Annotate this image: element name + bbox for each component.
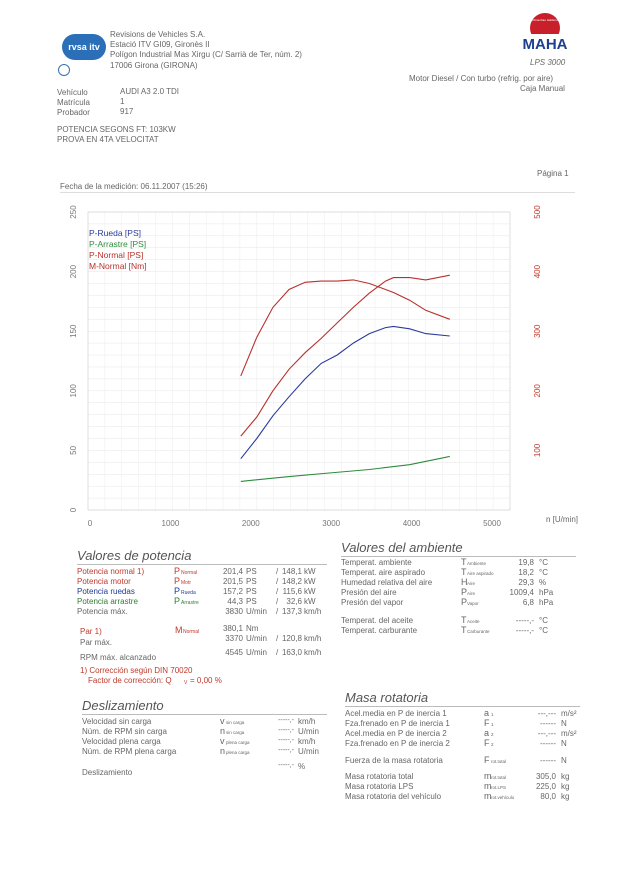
masa-title: Masa rotatoria (345, 690, 429, 705)
deslizamiento-row-unit: km/h (298, 717, 316, 726)
ambiente-row-label: Temperat. ambiente (341, 558, 412, 567)
note-potencia-ft: POTENCIA SEGONS FT: 103KW (57, 125, 176, 134)
gearbox: Caja Manual (520, 84, 565, 93)
ambiente-row-sym: T (461, 557, 467, 567)
masa-row-value: ------ (540, 719, 556, 728)
deslizamiento-row-value: -----,- (278, 717, 294, 724)
masa-row-unit: kg (561, 782, 570, 791)
din-note: 1) Corrección según DIN 70020 (80, 666, 193, 675)
potencia-row-sub: Arrastre (181, 600, 199, 606)
masa-row-sub: rot.total (491, 759, 507, 764)
ambiente-row-sym: P (461, 597, 468, 607)
masa-row-unit: m/s² (561, 729, 577, 738)
legend-entry-1: P-Arrastre [PS] (89, 239, 147, 249)
y-right-tick-label: 400 (533, 264, 542, 279)
deslizamiento-row-unit: km/h (298, 737, 316, 746)
potencia-row-sym: P (174, 576, 181, 586)
ambiente-row-value: -----,- (515, 616, 534, 625)
masa-row-sym: m (484, 781, 492, 791)
ambiente-row-unit: °C (539, 558, 548, 567)
masa-row-sub: rot.LPS (491, 785, 507, 790)
par-value: 380,1 (222, 624, 243, 633)
factor-label: Factor de corrección: Q (88, 676, 172, 685)
ambiente-row-unit: °C (539, 568, 548, 577)
masa-row-label: Acel.media en P de inercia 2 (345, 729, 447, 738)
rpm-v2: 163,0 (281, 648, 302, 657)
ambiente-title: Valores del ambiente (341, 540, 463, 555)
deslizamiento-row-value: -----,- (278, 737, 294, 744)
potencia-row-v2: 115,6 (282, 587, 302, 596)
masa-row-sub: 2 (491, 742, 494, 747)
parmax-v2: 120,8 (281, 634, 302, 643)
ambiente-row-sub: Aceite (467, 619, 480, 624)
deslizamiento-row-unit: U/min (298, 747, 319, 756)
series-line-2 (241, 275, 450, 436)
y-left-tick-label: 200 (69, 264, 78, 279)
ambiente-row-label: Humedad relativa del aire (341, 578, 433, 587)
potencia-row-sym: P (174, 586, 181, 596)
ambiente-row-label: Presión del vapor (341, 598, 404, 607)
parmax-label: Par máx. (80, 638, 113, 647)
masa-row-label: Acel.media en P de inercia 1 (345, 709, 447, 718)
potencia-row-sep: / (276, 577, 279, 586)
y-left-tick-label: 50 (69, 445, 78, 455)
matricula-label: Matrícula (57, 98, 90, 107)
masa-row-sub: rot.total (491, 775, 507, 780)
masa-row-unit: N (561, 756, 567, 765)
potencia-row-label: Potencia arrastre (77, 597, 138, 606)
masa-row-unit: kg (561, 792, 570, 801)
potencia-row-v1: 157,2 (222, 587, 243, 596)
chart-grid (88, 212, 510, 510)
deslizamiento-row-sym: n (220, 726, 226, 736)
factor-sub: V (184, 680, 188, 686)
plot-frame (88, 212, 510, 510)
x-tick-label: 3000 (322, 519, 341, 528)
x-tick-label: 4000 (402, 519, 421, 528)
vehicle-value: AUDI A3 2.0 TDI (120, 87, 179, 96)
series-line-3 (241, 280, 450, 376)
ambiente-row-sym: T (461, 567, 467, 577)
masa-row-sub: 1 (491, 722, 494, 727)
masa-row-label: Masa rotatoria del vehículo (345, 792, 442, 801)
potencia-row-u1: PS (246, 567, 257, 576)
ambiente-row-unit: °C (539, 616, 548, 625)
company-line-3: Polígon Industrial Mas Xirgu (C/ Sarrià de Ter, núm. 2) (110, 50, 302, 59)
potencia-row-v2: 137,3 (281, 607, 302, 616)
ambiente-row-sub: Vapor (467, 601, 479, 606)
maha-logo-text: MAHA (522, 36, 568, 53)
deslizamiento-title: Deslizamiento (82, 698, 164, 713)
parmax-sep: / (276, 634, 279, 643)
par-sub: Normal (183, 629, 200, 635)
series-line-1 (241, 456, 450, 481)
rpm-label: RPM máx. alcanzado (80, 653, 157, 662)
ambiente-row-sub: Ambiente (467, 561, 487, 566)
ambiente-row-label: Presión del aire (341, 588, 397, 597)
y-left-tick-label: 250 (69, 205, 78, 219)
deslizamiento-row-sub: plena carga (226, 750, 250, 755)
company-line-4: 17006 Girona (GIRONA) (110, 61, 198, 70)
masa-row-sym: a (484, 708, 490, 718)
deslizamiento-divider (82, 714, 327, 715)
x-tick-label: 2000 (241, 519, 260, 528)
ambiente-row-label: Temperat. aire aspirado (341, 568, 426, 577)
x-tick-label: 0 (87, 519, 93, 528)
potencia-row-sep: / (276, 607, 279, 616)
deslizamiento-label: Deslizamiento (82, 768, 133, 777)
masa-row-sub: 1 (491, 712, 494, 717)
ambiente-row-unit: hPa (539, 588, 554, 597)
y-right-tick-label: 500 (533, 205, 542, 219)
masa-row-sub: rot.vehículo (491, 795, 515, 800)
maha-model: LPS 3000 (530, 58, 566, 67)
ambiente-row-sub: Aire aspirado (467, 571, 494, 576)
masa-row-label: Fuerza de la masa rotatoria (345, 756, 443, 765)
deslizamiento-row-sub: plena carga (226, 740, 250, 745)
legend-entry-2: P-Normal [PS] (89, 250, 144, 260)
deslizamiento-value: -----,- (278, 762, 294, 769)
potencia-row-label: Potencia ruedas (77, 587, 135, 596)
masa-row-value: ---,--- (537, 729, 556, 738)
potencia-divider (77, 564, 327, 565)
ambiente-row-value: 29,3 (518, 578, 534, 587)
deslizamiento-row-sub: sin carga (226, 730, 245, 735)
potencia-row-sep: / (276, 587, 279, 596)
parmax-u1: U/min (246, 634, 267, 643)
deslizamiento-row-sym: n (220, 746, 226, 756)
masa-row-unit: kg (561, 772, 570, 781)
ambiente-row-sub: Carburante (467, 629, 490, 634)
ambiente-row-value: 6,8 (522, 598, 534, 607)
page-number: Página 1 (537, 169, 569, 178)
ambiente-row-value: -----,- (515, 626, 534, 635)
potencia-row-v1: 44,3 (227, 597, 243, 606)
rvsa-itv-logo: rvsa itv (62, 34, 106, 60)
company-line-1: Revisions de Vehicles S.A. (110, 30, 206, 39)
note-prova: PROVA EN 4TA VELOCITAT (57, 135, 159, 144)
masa-row-value: ------ (540, 756, 556, 765)
legend-entry-0: P-Rueda [PS] (89, 228, 141, 238)
ambiente-row-label: Temperat. del aceite (341, 616, 414, 625)
masa-row-label: Masa rotatoria total (345, 772, 414, 781)
deslizamiento-row-value: -----,- (278, 747, 294, 754)
masa-row-value: 80,0 (540, 792, 556, 801)
y-right-tick-label: 300 (533, 324, 542, 338)
y-left-tick-label: 0 (69, 507, 78, 513)
potencia-row-sep: / (276, 597, 279, 606)
x-tick-label: 5000 (483, 519, 501, 528)
ambiente-row-value: 18,2 (518, 568, 534, 577)
rpm-u1: U/min (246, 648, 267, 657)
engine-type: Motor Diesel / Con turbo (refrig. por aire) (409, 74, 554, 83)
deslizamiento-row-label: Núm. de RPM sin carga (82, 727, 167, 736)
masa-row-unit: N (561, 739, 567, 748)
x-tick-label: 1000 (161, 519, 180, 528)
ambiente-row-label: Temperat. carburante (341, 626, 418, 635)
potencia-row-u1: PS (246, 577, 257, 586)
par-sym: M (175, 625, 183, 635)
ambiente-divider (341, 556, 576, 557)
potencia-row-sub: Rueda (181, 590, 196, 596)
par-label: Par 1) (80, 627, 102, 636)
potencia-row-label: Potencia motor (77, 577, 131, 586)
probador-label: Probador (57, 108, 90, 117)
masa-row-value: ------ (540, 739, 556, 748)
potencia-row-u2: kW (304, 567, 316, 576)
potencia-row-v2: 148,2 (281, 577, 302, 586)
masa-row-value: 305,0 (535, 772, 556, 781)
rpm-v1: 4545 (225, 648, 243, 657)
potencia-row-u2: kW (304, 577, 316, 586)
y-left-tick-label: 100 (69, 384, 78, 398)
par-unit: Nm (246, 624, 259, 633)
potencia-row-u1: PS (246, 587, 257, 596)
masa-row-label: Fza.frenado en P de inercia 1 (345, 719, 450, 728)
ambiente-row-sub: Aire (467, 581, 476, 586)
chart-legend (89, 228, 147, 271)
potencia-row-u2: km/h (304, 607, 322, 616)
potencia-row-sub: Normal (181, 570, 198, 576)
ambiente-row-sym: P (461, 587, 468, 597)
deslizamiento-row-sub: sin carga (226, 720, 245, 725)
masa-row-unit: m/s² (561, 709, 577, 718)
probador-value: 917 (120, 107, 134, 116)
potencia-row-v2: 32,6 (286, 597, 302, 606)
potencia-row-sym: P (174, 566, 181, 576)
masa-row-sym: m (484, 771, 492, 781)
deslizamiento-row-sym: v (220, 716, 225, 726)
ambiente-row-sym: T (461, 615, 467, 625)
masa-row-sym: m (484, 791, 492, 801)
potencia-row-v1: 201,5 (222, 577, 243, 586)
ambiente-row-unit: % (539, 578, 547, 587)
potencia-row-label: Potencia normal 1) (77, 567, 145, 576)
deslizamiento-row-label: Velocidad plena carga (82, 737, 161, 746)
potencia-row-u1: U/min (246, 607, 267, 616)
potencia-row-sub: Motr (181, 580, 191, 586)
potencia-row-sym: P (174, 596, 181, 606)
x-axis-label: n [U/min] (546, 515, 579, 524)
potencia-row-u1: PS (246, 597, 257, 606)
deslizamiento-row-unit: U/min (298, 727, 319, 736)
parmax-u2: km/h (304, 634, 322, 643)
deslizamiento-unit: % (298, 762, 306, 771)
company-line-2: Estació ITV GI09, Gironès II (110, 40, 210, 49)
factor-value: = 0,00 % (190, 676, 222, 685)
masa-row-sub: 2 (491, 732, 494, 737)
masa-row-sym: F (484, 755, 490, 765)
ambiente-row-value: 1009,4 (509, 588, 534, 597)
y-right-tick-label: 100 (533, 443, 542, 458)
rpm-u2: km/h (304, 648, 322, 657)
potencia-row-v1: 3830 (225, 607, 243, 616)
ambiente-row-sym: T (461, 625, 467, 635)
measurement-date: Fecha de la medición: 06.11.2007 (15:26) (60, 182, 208, 191)
masa-divider (345, 706, 580, 707)
masa-row-value: ---,--- (537, 709, 556, 718)
parmax-v1: 3370 (225, 634, 243, 643)
ambiente-row-sub: Aire (467, 591, 476, 596)
potencia-title: Valores de potencia (77, 548, 192, 563)
deslizamiento-row-value: -----,- (278, 727, 294, 734)
potencia-row-sep: / (276, 567, 279, 576)
potencia-row-u2: kW (304, 597, 316, 606)
masa-row-value: 225,0 (535, 782, 556, 791)
masa-row-sym: a (484, 728, 490, 738)
legend-entry-3: M-Normal [Nm] (89, 261, 147, 271)
deslizamiento-row-label: Velocidad sin carga (82, 717, 152, 726)
masa-row-label: Masa rotatoria LPS (345, 782, 414, 791)
potencia-row-v2: 148,1 (281, 567, 302, 576)
vehicle-label: Vehículo (57, 88, 88, 97)
masa-row-sym: F (484, 738, 490, 748)
ambiente-row-value: 19,8 (518, 558, 534, 567)
deslizamiento-row-label: Núm. de RPM plena carga (82, 747, 177, 756)
matricula-value: 1 (120, 97, 125, 106)
potencia-row-label: Potencia máx. (77, 607, 128, 616)
ambiente-row-unit: °C (539, 626, 548, 635)
y-right-tick-label: 200 (533, 384, 542, 398)
masa-row-sym: F (484, 718, 490, 728)
ambiente-row-unit: hPa (539, 598, 554, 607)
potencia-row-v1: 201,4 (222, 567, 243, 576)
potencia-row-u2: kW (304, 587, 316, 596)
y-left-tick-label: 150 (69, 324, 78, 338)
maha-ring-text: Maschinenbau Haldenwang (526, 18, 564, 22)
masa-row-unit: N (561, 719, 567, 728)
masa-row-label: Fza.frenado en P de inercia 2 (345, 739, 450, 748)
rpm-sep: / (276, 648, 279, 657)
ambiente-row-sym: H (461, 577, 468, 587)
deslizamiento-row-sym: v (220, 736, 225, 746)
